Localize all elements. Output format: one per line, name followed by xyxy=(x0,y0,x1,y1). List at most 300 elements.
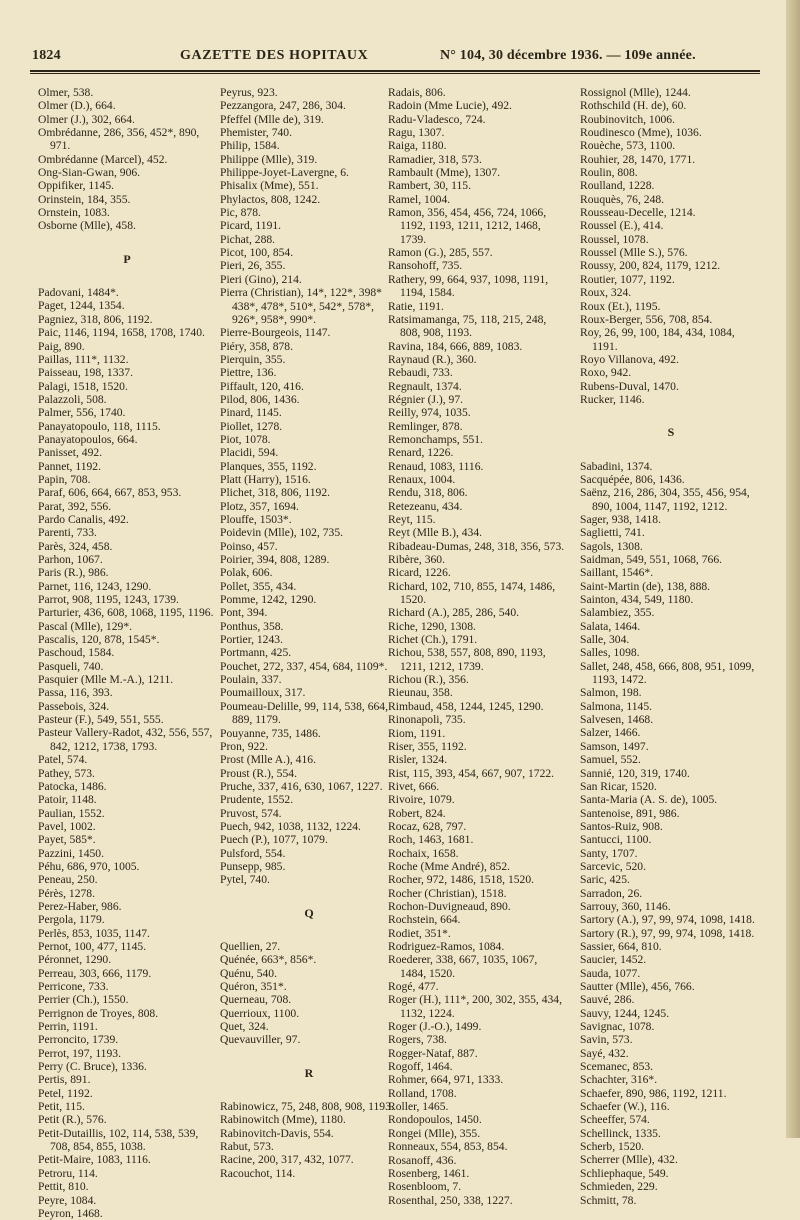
index-entry: Ronneaux, 554, 853, 854. xyxy=(388,1140,508,1154)
index-entry: Rivoire, 1079. xyxy=(388,793,455,807)
index-entry: Sauvé, 286. xyxy=(580,993,635,1007)
index-entry: Rossignol (Mlle), 1244. xyxy=(580,86,691,99)
index-entry: Pouyanne, 735, 1486. xyxy=(220,726,321,740)
index-entry: Roederer, 338, 667, 1035, 1067, 1484, 1520. xyxy=(388,953,538,980)
index-entry: Paig, 890. xyxy=(38,339,85,353)
index-entry: Regnault, 1374. xyxy=(388,379,462,393)
index-entry: Ramadier, 318, 573. xyxy=(388,152,482,166)
index-entry: Petit, 115. xyxy=(38,1100,85,1114)
index-entry: Phemister, 740. xyxy=(220,126,292,140)
index-entry: Palagi, 1518, 1520. xyxy=(38,379,128,393)
index-entry: Palazzoli, 508. xyxy=(38,392,107,406)
index-entry: Péhu, 686, 970, 1005. xyxy=(38,859,140,873)
index-entry: Perrin, 1191. xyxy=(38,1020,98,1034)
index-entry: Rimbaud, 458, 1244, 1245, 1290. xyxy=(388,699,544,713)
index-entry: Pierra (Christian), 14*, 122*, 398* 438*, 478*, 510*, 542*, 578*, 926*, 958*, 990*. xyxy=(220,286,382,326)
header-rule-thin xyxy=(30,73,760,74)
index-entry: Pinard, 1145. xyxy=(220,406,282,420)
index-entry: Pardo Canalis, 492. xyxy=(38,512,129,526)
index-entry: Paraf, 606, 664, 667, 853, 953. xyxy=(38,486,182,500)
index-entry: Richard (A.), 285, 286, 540. xyxy=(388,606,520,620)
index-entry: Savin, 573. xyxy=(580,1033,633,1047)
index-entry: Puech, 942, 1038, 1132, 1224. xyxy=(220,819,361,833)
index-entry: Petit-Maire, 1083, 1116. xyxy=(38,1153,151,1167)
index-entry: Pasteur (F.), 549, 551, 555. xyxy=(38,713,164,727)
index-entry: Rohmer, 664, 971, 1333. xyxy=(388,1073,504,1087)
index-entry: Pfeffel (Mlle de), 319. xyxy=(220,112,324,126)
index-entry: Quet, 324. xyxy=(220,1020,269,1034)
index-entry: Rouhier, 28, 1470, 1771. xyxy=(580,152,696,166)
index-entry: Saric, 425. xyxy=(580,873,630,887)
section-letter: P xyxy=(123,251,131,266)
index-entry: Ricard, 1226. xyxy=(388,566,451,580)
index-entry: Panayatopoulo, 118, 1115. xyxy=(38,419,161,433)
index-entry: Salambiez, 355. xyxy=(580,606,655,620)
index-entry: Passebois, 324. xyxy=(38,699,110,713)
index-entry: Pascalis, 120, 878, 1545*. xyxy=(38,633,160,647)
index-entry: Sagols, 1308. xyxy=(580,539,643,553)
index-entry: Rondopoulos, 1450. xyxy=(388,1113,482,1127)
index-entry: Philippe-Joyet-Lavergne, 6. xyxy=(220,166,349,180)
issue-info: N° 104, 30 décembre 1936. — 109e année. xyxy=(440,48,696,63)
index-entry: Rouquès, 76, 248. xyxy=(580,192,665,206)
index-entry: Sacquépée, 806, 1436. xyxy=(580,472,685,486)
index-entry: Parès, 324, 458. xyxy=(38,539,113,553)
index-entry: Royo Villanova, 492. xyxy=(580,352,679,366)
index-entry: Planques, 355, 1192. xyxy=(220,459,317,473)
index-entry: Rongei (Mlle), 355. xyxy=(388,1126,481,1140)
index-entry: Rendu, 318, 806. xyxy=(388,486,468,500)
index-entry: Radu-Vladesco, 724. xyxy=(388,112,486,126)
index-entry: Pettit, 810. xyxy=(38,1180,89,1194)
page-number: 1824 xyxy=(32,48,61,63)
index-entry: Pasquier (Mlle M.-A.), 1211. xyxy=(38,673,174,687)
index-entry: Rousseau-Decelle, 1214. xyxy=(580,206,696,220)
index-entry: Parat, 392, 556. xyxy=(38,499,112,513)
index-entry: Savignac, 1078. xyxy=(580,1020,655,1034)
index-entry: Riser, 355, 1192. xyxy=(388,739,467,753)
index-entry: Piéry, 358, 878. xyxy=(220,339,293,353)
index-entry: Santos-Ruiz, 908. xyxy=(580,819,663,833)
index-entry: Rocaz, 628, 797. xyxy=(388,819,467,833)
index-entry: Sager, 938, 1418. xyxy=(580,512,662,526)
index-entry: Ponthus, 358. xyxy=(220,619,284,633)
index-entry: Petit (R.), 576. xyxy=(38,1113,107,1127)
index-entry: Perricone, 733. xyxy=(38,980,109,993)
index-entry: Panisset, 492. xyxy=(38,446,103,460)
index-entry: Richet (Ch.), 1791. xyxy=(388,633,478,647)
index-entry: Rieunau, 358. xyxy=(388,686,453,700)
index-entry: Poinso, 457. xyxy=(220,539,278,553)
index-entry: Peyrus, 923. xyxy=(220,86,278,99)
index-entry: Salles, 1098. xyxy=(580,646,640,660)
index-entry: Pernot, 100, 477, 1145. xyxy=(38,939,147,953)
index-entry: Prost (Mlle A.), 416. xyxy=(220,753,316,767)
index-entry: Roudinesco (Mme), 1036. xyxy=(580,126,702,140)
index-entry: Phisalix (Mme), 551. xyxy=(220,179,319,193)
index-entry: Poumeau-Delille, 99, 114, 538, 664, 889, 1179. xyxy=(220,699,388,727)
index-entry: Plouffe, 1503*. xyxy=(220,513,292,526)
section-letter: S xyxy=(667,425,675,440)
index-entry: Roller, 1465. xyxy=(388,1100,449,1114)
index-entry: Reyt, 115. xyxy=(388,513,436,526)
index-entry: Olmer (J.), 302, 664. xyxy=(38,112,135,126)
index-entry: Roy, 26, 99, 100, 184, 434, 1084, 1191. xyxy=(580,326,735,353)
index-entry: Rochon-Duvigneaud, 890. xyxy=(388,899,511,913)
index-entry: Oppifiker, 1145. xyxy=(38,179,115,193)
index-entry: Saint-Martin (de), 138, 888. xyxy=(580,579,711,593)
index-entry: Rivet, 666. xyxy=(388,779,440,793)
index-entry: Perry (C. Bruce), 1336. xyxy=(38,1060,147,1074)
index-entry: Rabinovitch-Davis, 554. xyxy=(220,1126,334,1140)
index-entry: Parnet, 116, 1243, 1290. xyxy=(38,579,152,593)
index-entry: Paulian, 1552. xyxy=(38,806,105,820)
index-entry: Roussel (Mlle S.), 576. xyxy=(580,246,688,260)
index-entry: Schaefer (W.), 116. xyxy=(580,1100,670,1114)
header-rule xyxy=(30,70,760,72)
index-entry: Rodiet, 351*. xyxy=(388,926,451,940)
index-entry: Schachter, 316*. xyxy=(580,1073,658,1087)
index-entry: Perez-Haber, 986. xyxy=(38,899,122,913)
index-entry: Ramon (G.), 285, 557. xyxy=(388,246,493,260)
index-entry: Perrier (Ch.), 1550. xyxy=(38,993,129,1007)
index-entry: Saglietti, 741. xyxy=(580,526,645,540)
index-entry: Santa-Maria (A. S. de), 1005. xyxy=(580,793,718,807)
index-entry: Roger (J.-O.), 1499. xyxy=(388,1020,482,1034)
index-entry: Pieri, 26, 355. xyxy=(220,259,286,273)
index-entry: Rambault (Mme), 1307. xyxy=(388,166,501,180)
index-entry: Pascal (Mlle), 129*. xyxy=(38,619,133,633)
index-entry: Sartory (R.), 97, 99, 974, 1098, 1418. xyxy=(580,926,755,940)
index-entry: Patoir, 1148. xyxy=(38,793,97,807)
index-entry: Roger (H.), 111*, 200, 302, 355, 434, 1132, 1224. xyxy=(388,993,562,1020)
index-entry: Pavel, 1002. xyxy=(38,819,96,833)
index-entry: Richou (R.), 356. xyxy=(388,673,469,687)
index-entry: Rabinowitch (Mme), 1180. xyxy=(220,1113,346,1127)
index-entry: Padovani, 1484*. xyxy=(38,286,119,300)
index-entry: Scemanec, 853. xyxy=(580,1060,654,1074)
index-entry: Salmon, 198. xyxy=(580,686,642,700)
index-entry: Roux-Berger, 556, 708, 854. xyxy=(580,312,713,326)
index-entry: Polak, 606. xyxy=(220,566,273,580)
index-entry: Quellien, 27. xyxy=(220,939,281,953)
index-entry: Philippe (Mlle), 319. xyxy=(220,152,318,166)
index-entry: Pouchet, 272, 337, 454, 684, 1109*. xyxy=(220,659,388,673)
index-entry: Sautter (Mlle), 456, 766. xyxy=(580,980,695,993)
index-entry: Roussel (E.), 414. xyxy=(580,219,664,233)
section-letter: Q xyxy=(304,905,314,920)
index-entry: Phylactos, 808, 1242. xyxy=(220,192,321,206)
index-entry: Pasteur Vallery-Radot, 432, 556, 557, 842, 1212, 1738, 1793. xyxy=(38,726,213,753)
index-entry: Rothschild (H. de), 60. xyxy=(580,99,687,113)
index-entry: Renaud, 1083, 1116. xyxy=(388,459,484,473)
index-entry: Pollet, 355, 434. xyxy=(220,579,297,593)
index-entry: Pezzangora, 247, 286, 304. xyxy=(220,99,346,113)
index-entry: Piot, 1078. xyxy=(220,432,271,446)
index-column-1 xyxy=(38,86,216,1220)
index-entry: Sassier, 664, 810. xyxy=(580,939,662,953)
index-entry: Rinonapoli, 735. xyxy=(388,713,466,727)
index-entry: Racouchot, 114. xyxy=(220,1166,296,1180)
index-entry: Ribère, 360. xyxy=(388,553,445,567)
index-entry: Passa, 116, 393. xyxy=(38,686,113,700)
index-entry: Peneau, 250. xyxy=(38,873,98,887)
index-entry: Sartory (A.), 97, 99, 974, 1098, 1418. xyxy=(580,913,755,927)
index-entry: Poumailloux, 317. xyxy=(220,686,306,700)
index-entry: Ratie, 1191. xyxy=(388,299,444,313)
journal-title: GAZETTE DES HOPITAUX xyxy=(180,48,369,63)
index-entry: Rosenbloom, 7. xyxy=(388,1180,462,1194)
index-entry: Rogé, 477. xyxy=(388,980,439,994)
index-entry: Rochstein, 664. xyxy=(388,913,461,927)
index-entry: Prudente, 1552. xyxy=(220,793,294,807)
index-entry: Parhon, 1067. xyxy=(38,553,103,566)
index-entry: Rouèche, 573, 1100. xyxy=(580,139,676,153)
index-entry: Ornstein, 1083. xyxy=(38,206,110,220)
index-entry: Pasqueli, 740. xyxy=(38,659,104,673)
index-entry: Pron, 922. xyxy=(220,739,268,753)
index-entry: Philip, 1584. xyxy=(220,139,280,153)
index-entry: Raynaud (R.), 360. xyxy=(388,352,477,366)
index-entry: Renaux, 1004. xyxy=(388,472,456,486)
index-entry: Quénu, 540. xyxy=(220,966,277,980)
index-entry: Paschoud, 1584. xyxy=(38,646,115,660)
index-entry: Rabut, 573. xyxy=(220,1140,274,1154)
index-entry: Patocka, 1486. xyxy=(38,779,107,793)
index-entry: Pytel, 740. xyxy=(220,873,270,887)
index-entry: Platt (Harry), 1516. xyxy=(220,472,311,486)
index-entry: Roulin, 808. xyxy=(580,166,638,180)
index-entry: Rabinowicz, 75, 248, 808, 908, 1193. xyxy=(220,1100,394,1114)
index-entry: Roux, 324. xyxy=(580,286,632,300)
index-entry: Racine, 200, 317, 432, 1077. xyxy=(220,1153,354,1167)
index-entry: Roulland, 1228. xyxy=(580,179,655,193)
index-entry: Rosenthal, 250, 338, 1227. xyxy=(388,1193,513,1207)
index-entry: Parrot, 908, 1195, 1243, 1739. xyxy=(38,593,179,607)
index-entry: Riche, 1290, 1308. xyxy=(388,619,476,633)
index-entry: Sauvy, 1244, 1245. xyxy=(580,1006,670,1020)
index-entry: Saidman, 549, 551, 1068, 766. xyxy=(580,553,723,566)
index-entry: Pierre-Bourgeois, 1147. xyxy=(220,326,331,340)
index-entry: Rosanoff, 436. xyxy=(388,1153,457,1167)
index-entry: Olmer (D.), 664. xyxy=(38,99,116,113)
index-entry: Schaefer, 890, 986, 1192, 1211. xyxy=(580,1086,727,1100)
index-entry: Portmann, 425. xyxy=(220,646,292,660)
index-entry: Paris (R.), 986. xyxy=(38,566,109,580)
index-entry: Santy, 1707. xyxy=(580,846,638,860)
index-entry: Ong-Sian-Gwan, 906. xyxy=(38,166,141,180)
index-entry: Schmitt, 78. xyxy=(580,1193,637,1207)
index-entry: Renard, 1226. xyxy=(388,446,454,460)
index-entry: Plotz, 357, 1694. xyxy=(220,499,299,513)
index-entry: Sannié, 120, 319, 1740. xyxy=(580,766,690,780)
index-entry: Retezeanu, 434. xyxy=(388,499,463,513)
index-entry: Péronnet, 1290. xyxy=(38,953,112,967)
index-entry: Pic, 878. xyxy=(220,206,261,220)
index-entry: Santenoise, 891, 986. xyxy=(580,806,680,820)
index-entry: Roubinovitch, 1006. xyxy=(580,112,676,126)
index-entry: Roussel, 1078. xyxy=(580,232,649,246)
index-entry: Scherrer (Mlle), 432. xyxy=(580,1153,678,1167)
index-entry: Salata, 1464. xyxy=(580,619,641,633)
index-entry: Roche (Mme André), 852. xyxy=(388,859,511,873)
index-entry: Sarradon, 26. xyxy=(580,886,643,900)
index-entry: Papin, 708. xyxy=(38,472,91,486)
index-entry: Pruvost, 574. xyxy=(220,806,282,820)
page-edge xyxy=(786,0,800,1138)
index-entry: Pergola, 1179. xyxy=(38,913,105,927)
index-entry: Pathey, 573. xyxy=(38,766,95,780)
index-entry: Pierquin, 355. xyxy=(220,352,286,366)
index-entry: Picot, 100, 854. xyxy=(220,246,294,260)
index-entry: Puech (P.), 1077, 1079. xyxy=(220,833,328,847)
index-entry: Plichet, 318, 806, 1192. xyxy=(220,486,331,500)
index-entry: Rodriguez-Ramos, 1084. xyxy=(388,940,505,953)
index-entry: Paget, 1244, 1354. xyxy=(38,299,125,313)
index-entry: Risler, 1324. xyxy=(388,753,448,767)
index-entry: Sayé, 432. xyxy=(580,1046,629,1060)
index-entry: Scheeffer, 574. xyxy=(580,1113,650,1127)
index-entry: Querneau, 708. xyxy=(220,993,292,1007)
index-entry: Panayatopoulos, 664. xyxy=(38,432,138,446)
index-entry: Pulsford, 554. xyxy=(220,846,286,860)
index-entry: Ombrédanne (Marcel), 452. xyxy=(38,152,168,166)
section-letter: R xyxy=(304,1065,314,1080)
index-entry: Salmona, 1145. xyxy=(580,699,653,713)
index-entry: Samson, 1497. xyxy=(580,739,649,753)
index-entry: Pertis, 891. xyxy=(38,1073,91,1087)
index-entry: Perlès, 853, 1035, 1147. xyxy=(38,926,150,940)
index-entry: Rogoff, 1464. xyxy=(388,1060,453,1074)
index-entry: Palmer, 556, 1740. xyxy=(38,406,126,420)
index-entry: Piollet, 1278. xyxy=(220,419,283,433)
index-column-2 xyxy=(220,86,398,1180)
index-entry: Radais, 806. xyxy=(388,86,446,99)
index-column-3 xyxy=(388,86,566,1207)
index-entry: Sauda, 1077. xyxy=(580,966,641,980)
index-entry: Peyron, 1468. xyxy=(38,1206,103,1220)
index-entry: Rocher (Christian), 1518. xyxy=(388,886,507,900)
index-entry: Picard, 1191. xyxy=(220,219,282,233)
index-entry: Peyre, 1084. xyxy=(38,1193,97,1207)
index-entry: Robert, 824. xyxy=(388,806,446,820)
index-entry: Poirier, 394, 808, 1289. xyxy=(220,553,330,567)
index-entry: Ravina, 184, 666, 889, 1083. xyxy=(388,339,523,353)
index-entry: Rubens-Duval, 1470. xyxy=(580,379,679,393)
index-entry: Ombrédanne, 286, 356, 452*, 890, 971. xyxy=(38,126,200,153)
index-entry: Sallet, 248, 458, 666, 808, 951, 1099, 1193, 1472. xyxy=(580,659,755,687)
index-entry: Pilod, 806, 1436. xyxy=(220,392,300,406)
index-entry: Régnier (J.), 97. xyxy=(388,392,464,406)
index-entry: Schmieden, 229. xyxy=(580,1180,658,1194)
index-entry: Radoin (Mme Lucie), 492. xyxy=(388,99,512,113)
index-entry: San Ricar, 1520. xyxy=(580,779,657,793)
index-entry: Routier, 1077, 1192. xyxy=(580,272,675,286)
index-entry: Paic, 1146, 1194, 1658, 1708, 1740. xyxy=(38,326,205,340)
index-entry: Rambert, 30, 115. xyxy=(388,179,471,193)
index-entry: Portier, 1243. xyxy=(220,633,283,647)
index-entry: Pomme, 1242, 1290. xyxy=(220,593,317,607)
index-entry: Scherb, 1520. xyxy=(580,1140,645,1154)
index-entry: Perrignon de Troyes, 808. xyxy=(38,1006,159,1020)
index-entry: Rebaudi, 733. xyxy=(388,366,453,380)
index-entry: Remlinger, 878. xyxy=(388,419,463,433)
index-entry: Roussy, 200, 824, 1179, 1212. xyxy=(580,259,721,273)
index-entry: Poidevin (Mlle), 102, 735. xyxy=(220,526,344,540)
index-entry: Pieri (Gino), 214. xyxy=(220,272,302,286)
index-entry: Querrioux, 1100. xyxy=(220,1006,300,1020)
running-header xyxy=(30,46,758,68)
index-entry: Payet, 585*. xyxy=(38,833,96,847)
index-entry: Sainton, 434, 549, 1180. xyxy=(580,593,694,607)
index-entry: Saucier, 1452. xyxy=(580,953,647,967)
index-entry: Rocher, 972, 1486, 1518, 1520. xyxy=(388,873,535,887)
index-entry: Schliephaque, 549. xyxy=(580,1166,669,1180)
index-entry: Reyt (Mlle B.), 434. xyxy=(388,526,483,540)
index-entry: Salvesen, 1468. xyxy=(580,713,654,727)
index-entry: Salzer, 1466. xyxy=(580,726,641,740)
index-entry: Poulain, 337. xyxy=(220,673,282,687)
index-entry: Olmer, 538. xyxy=(38,86,94,99)
index-entry: Rochaix, 1658. xyxy=(388,846,459,860)
index-entry: Osborne (Mlle), 458. xyxy=(38,219,136,233)
index-entry: Rogers, 738. xyxy=(388,1033,447,1047)
index-entry: Paisseau, 198, 1337. xyxy=(38,366,133,380)
index-entry: Punsepp, 985. xyxy=(220,859,286,873)
index-entry: Richou, 538, 557, 808, 890, 1193, 1211, 1212, 1739. xyxy=(388,646,546,673)
index-entry: Ribadeau-Dumas, 248, 318, 356, 573. xyxy=(388,539,565,553)
index-entry: Ransohoff, 735. xyxy=(388,259,463,273)
index-entry: Ragu, 1307. xyxy=(388,126,445,140)
index-entry: Raiga, 1180. xyxy=(388,139,447,153)
index-entry: Rucker, 1146. xyxy=(580,392,645,406)
index-entry: Rist, 115, 393, 454, 667, 907, 1722. xyxy=(388,766,555,780)
index-entry: Sarcevic, 520. xyxy=(580,859,646,873)
index-entry: Roxo, 942. xyxy=(580,366,632,380)
index-entry: Patel, 574. xyxy=(38,753,88,767)
index-entry: Rolland, 1708. xyxy=(388,1086,457,1100)
index-entry: Pagniez, 318, 806, 1192. xyxy=(38,312,153,326)
index-entry: Pont, 394. xyxy=(220,606,268,620)
index-entry: Paillas, 111*, 1132. xyxy=(38,352,129,366)
index-entry: Pérès, 1278. xyxy=(38,886,95,900)
index-entry: Santucci, 1100. xyxy=(580,833,652,847)
index-entry: Perreau, 303, 666, 1179. xyxy=(38,966,152,980)
index-entry: Pannet, 1192. xyxy=(38,459,102,473)
index-entry: Petit-Dutaillis, 102, 114, 538, 539, 708, 854, 855, 1038. xyxy=(38,1126,199,1154)
index-entry: Petroru, 114. xyxy=(38,1166,98,1180)
index-entry: Remonchamps, 551. xyxy=(388,432,483,446)
index-entry: Rathery, 99, 664, 937, 1098, 1191, 1194, 1584. xyxy=(388,272,549,300)
index-entry: Placidi, 594. xyxy=(220,446,279,460)
index-entry: Petel, 1192. xyxy=(38,1086,93,1100)
index-entry: Sarrouy, 360, 1146. xyxy=(580,899,671,913)
index-entry: Piettre, 136. xyxy=(220,366,277,380)
index-entry: Roch, 1463, 1681. xyxy=(388,833,474,847)
index-entry: Pruche, 337, 416, 630, 1067, 1227. xyxy=(220,779,383,793)
index-entry: Pazzini, 1450. xyxy=(38,846,105,860)
index-entry: Perroncito, 1739. xyxy=(38,1033,119,1047)
index-entry: Ratsimamanga, 75, 118, 215, 248, 808, 908, 1193. xyxy=(388,312,547,340)
index-entry: Pichat, 288. xyxy=(220,232,276,246)
index-entry: Quevauviller, 97. xyxy=(220,1033,301,1047)
index-entry: Saillant, 1546*. xyxy=(580,566,654,580)
index-entry: Ramel, 1004. xyxy=(388,192,451,206)
index-entry: Salle, 304. xyxy=(580,633,630,647)
index-entry: Ramon, 356, 454, 456, 724, 1066, 1192, 1193, 1211, 1212, 1468, 1739. xyxy=(388,206,547,246)
index-entry: Quéron, 351*. xyxy=(220,980,287,993)
index-entry: Perrot, 197, 1193. xyxy=(38,1046,121,1060)
